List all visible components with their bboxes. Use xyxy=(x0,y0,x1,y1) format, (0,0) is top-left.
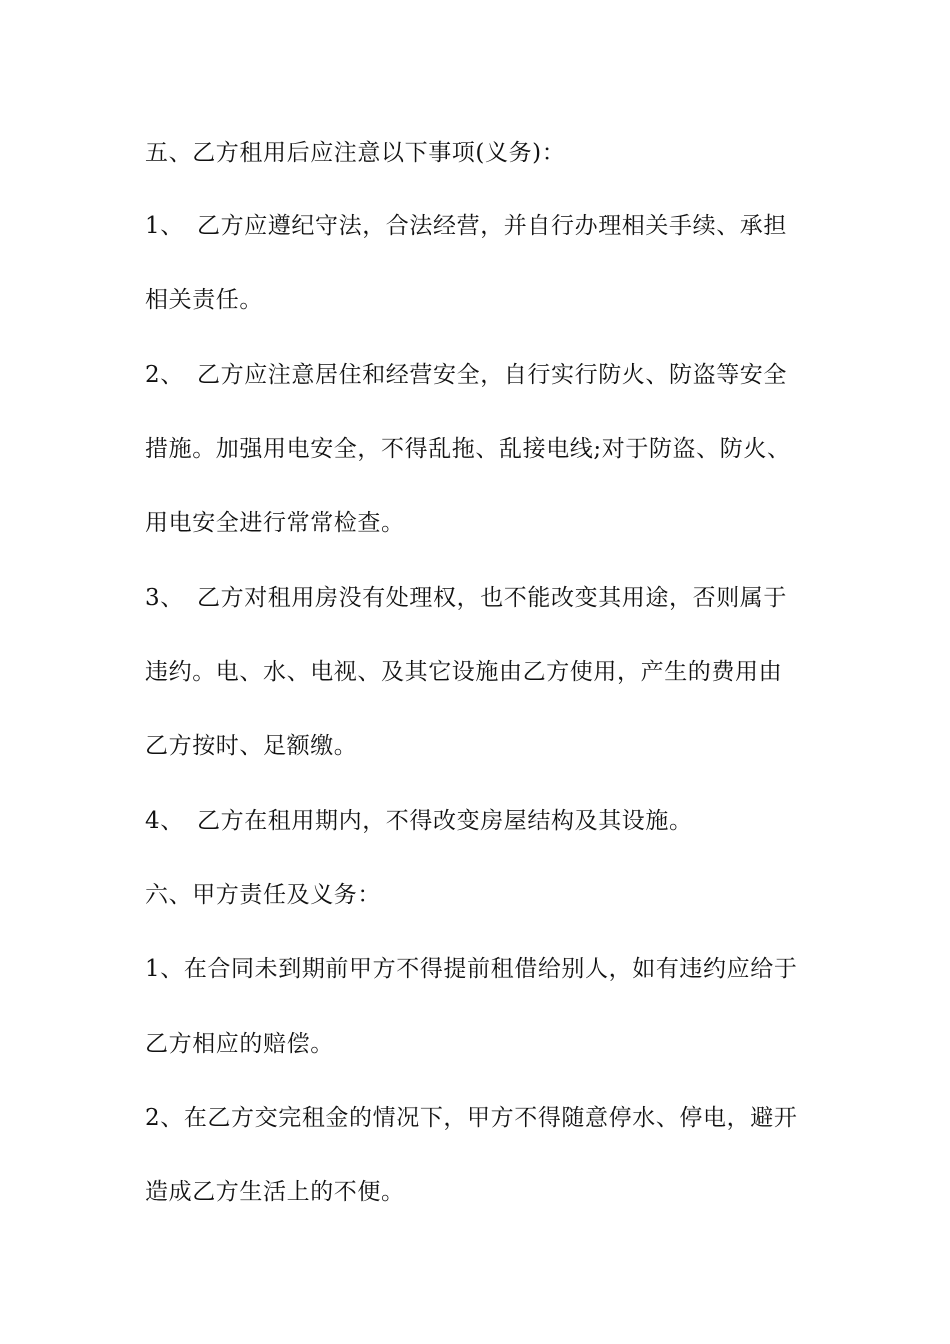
section5-item2-line3: 用电安全进行常常检查。 xyxy=(145,510,405,536)
item-number: 1、 xyxy=(145,213,184,239)
section6-item1-line2: 乙方相应的赔偿。 xyxy=(145,1031,334,1057)
section5-item1-line2: 相关责任。 xyxy=(145,287,263,313)
section5-item1-line1 xyxy=(145,211,815,241)
item-number: 2、 xyxy=(145,362,184,388)
item-text: 乙方应注意居住和经营安全，自行实行防火、防盗等安全 xyxy=(197,362,787,388)
section5-item4-line1 xyxy=(145,806,815,836)
section5-item3-line2: 违约。电、水、电视、及其它设施由乙方使用，产生的费用由 xyxy=(145,659,783,685)
item-text: 乙方对租用房没有处理权，也不能改变其用途，否则属于 xyxy=(197,585,787,611)
section6-heading: 六、甲方责任及义务： xyxy=(145,882,381,908)
item-text: 乙方在租用期内，不得改变房屋结构及其设施。 xyxy=(197,808,693,834)
item-number: 3、 xyxy=(145,585,184,611)
section6-item1-line1: 1、在合同未到期前甲方不得提前租借给别人，如有违约应给于 xyxy=(145,956,798,982)
section5-item2-line2: 措施。加强用电安全，不得乱拖、乱接电线;对于防盗、防火、 xyxy=(145,436,791,462)
item-text: 乙方应遵纪守法，合法经营，并自行办理相关手续、承担 xyxy=(197,213,787,239)
section5-item3-line1 xyxy=(145,583,815,613)
section6-item2-line1: 2、在乙方交完租金的情况下，甲方不得随意停水、停电，避开 xyxy=(145,1105,798,1131)
section6-item2-line2: 造成乙方生活上的不便。 xyxy=(145,1179,405,1205)
section5-item2-line1 xyxy=(145,360,815,390)
section5-heading: 五、乙方租用后应注意以下事项(义务)： xyxy=(145,140,566,166)
item-number: 4、 xyxy=(145,808,184,834)
section5-item3-line3: 乙方按时、足额缴。 xyxy=(145,733,358,759)
